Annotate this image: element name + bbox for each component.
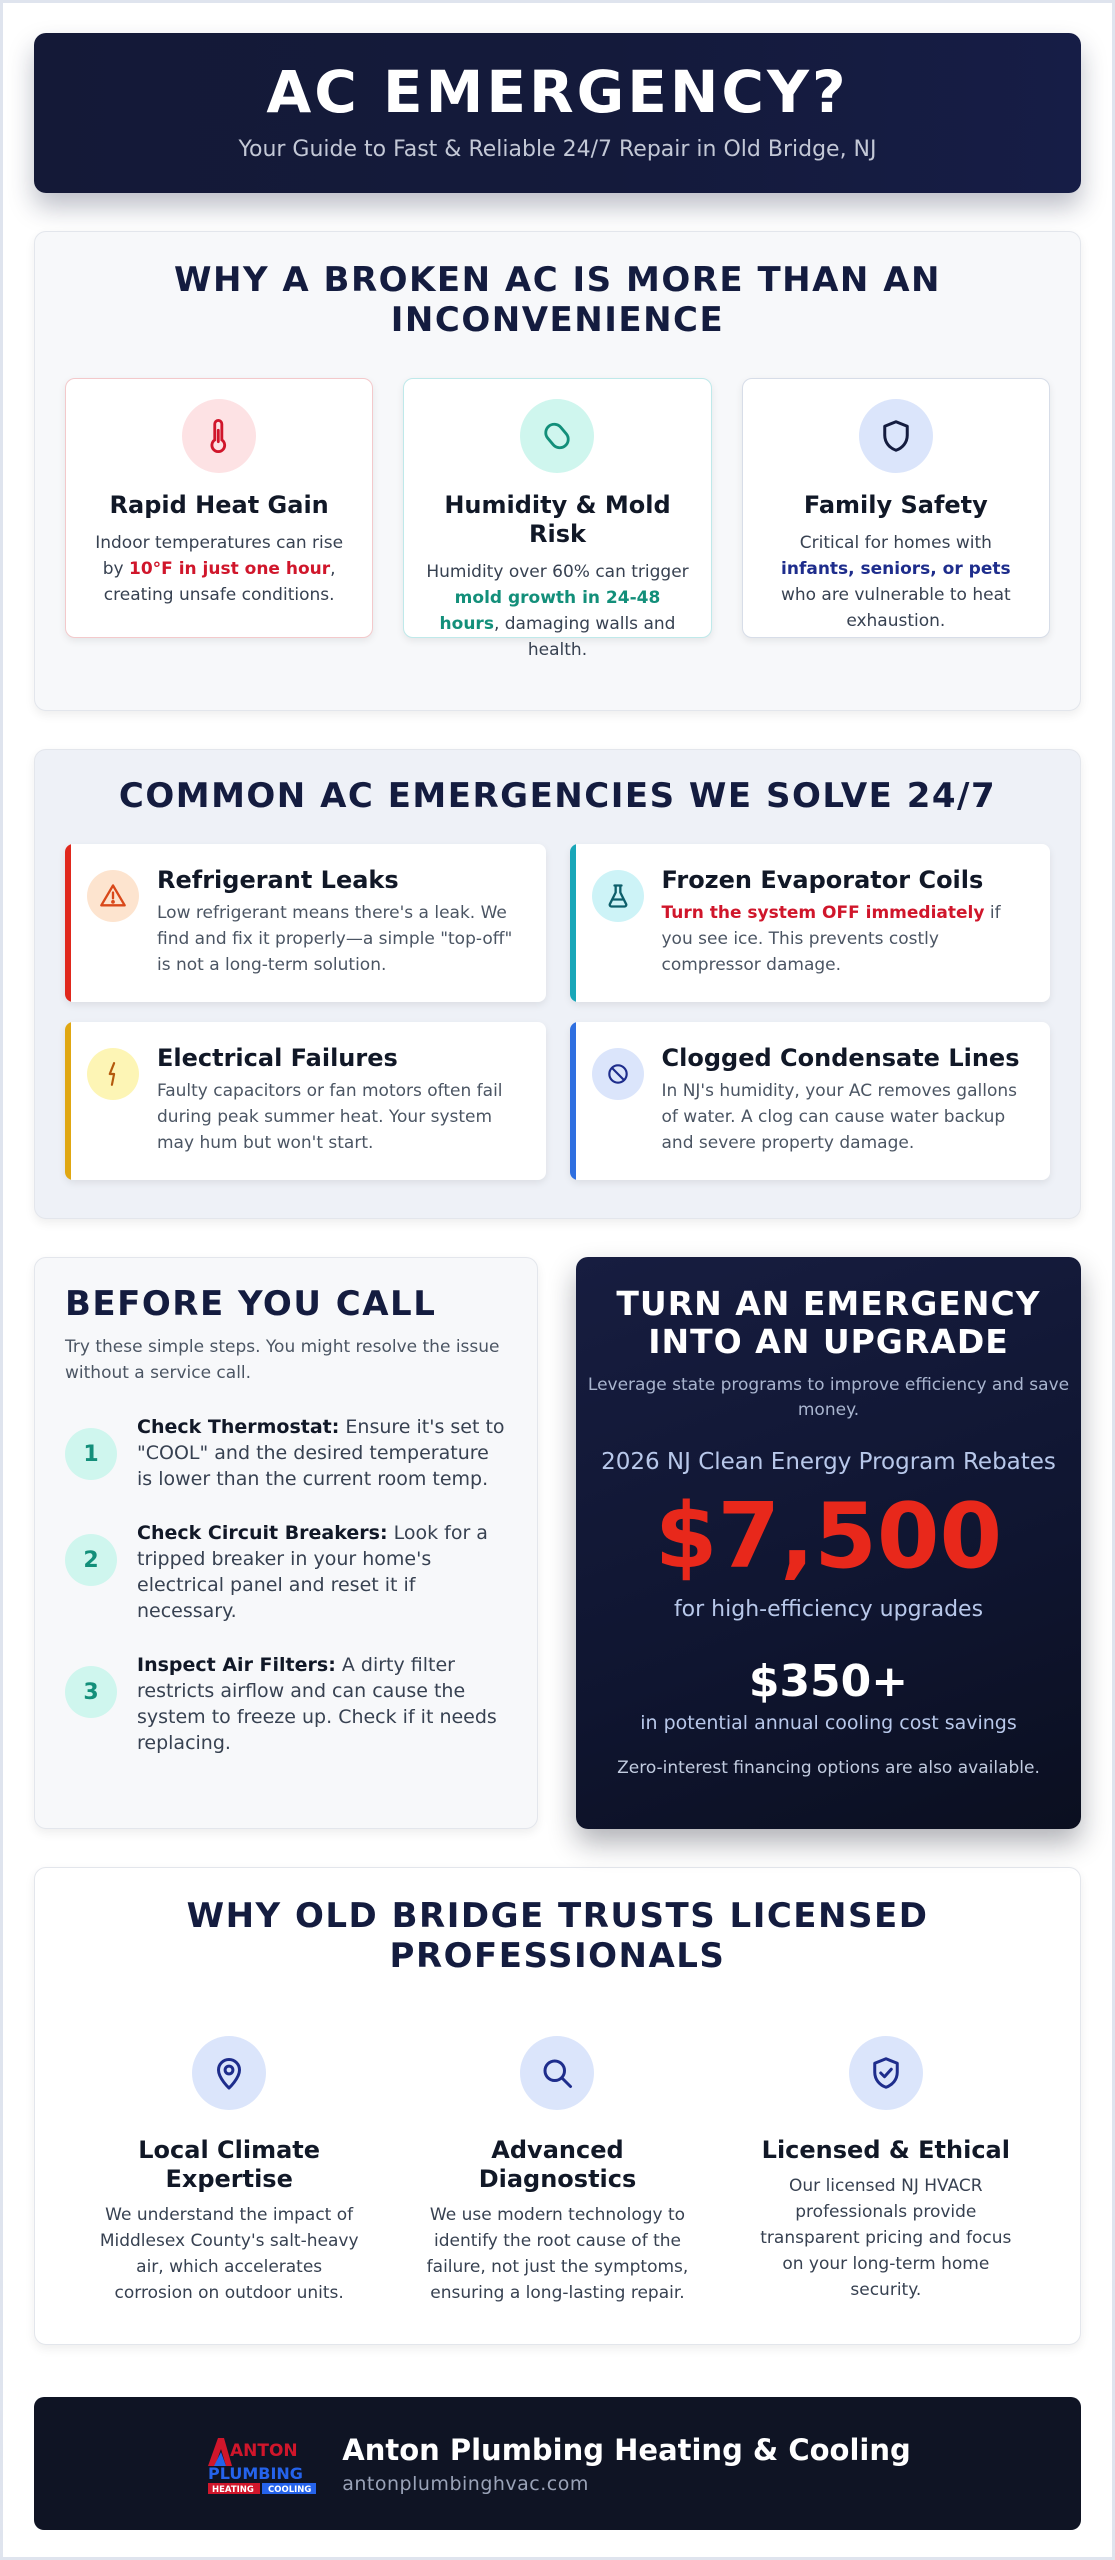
blocked-icon [592,1048,644,1100]
trust-item-diagnostics [393,2036,721,2306]
step-number: 3 [65,1666,117,1718]
hero-banner [34,33,1081,193]
why-card-title: Rapid Heat Gain [109,491,329,519]
company-url[interactable]: antonplumbinghvac.com [342,2472,589,2495]
trust-title: WHY OLD BRIDGE TRUSTS LICENSED PROFESSIONALS [186,1896,929,1976]
emergency-title: Refrigerant Leaks [157,866,399,894]
before-you-call-section [34,1257,538,1829]
before-subtitle: Try these simple steps. You might resolve the issue without a service call. [65,1337,500,1383]
step-item [65,1520,507,1624]
financing-note: Zero-interest financing options are also available. [617,1758,1040,1778]
company-logo [204,2432,320,2496]
trust-item-title: Advanced Diagnostics [478,2136,637,2193]
lightning-icon [87,1048,139,1100]
emergency-card-electrical [65,1022,546,1180]
why-card-text: Indoor temperatures can rise by 10°F in just one hour, creating unsafe conditions. [95,533,344,605]
hero-subtitle: Your Guide to Fast & Reliable 24/7 Repair in Old Bridge, NJ [238,137,877,162]
thermometer-icon [182,399,256,473]
emergency-text: In NJ's humidity, your AC removes gallons of water. A clog can cause water backup and severe property damage. [661,1081,1017,1153]
emergency-text: Faulty capacitors or fan motors often fail during peak summer heat. Your system may hum but won't start. [157,1081,503,1153]
why-card-title: Humidity & Mold Risk [444,491,671,548]
savings-note: in potential annual cooling cost savings [640,1712,1017,1734]
why-card-text: Humidity over 60% can trigger mold growth in 24-48 hours, damaging walls and health. [426,562,689,660]
why-section [34,231,1081,711]
shield-check-icon [849,2036,923,2110]
droplet-icon [520,399,594,473]
step-item [65,1414,507,1492]
company-name: Anton Plumbing Heating & Cooling [342,2432,911,2467]
step-text: Check Thermostat: Ensure it's set to "COOL" and the desired temperature is lower than the current room temp. [137,1416,505,1490]
why-card-title: Family Safety [803,491,988,519]
rebate-program: 2026 NJ Clean Energy Program Rebates [601,1449,1056,1475]
trust-item-title: Local Climate Expertise [138,2136,321,2193]
step-text: Check Circuit Breakers: Look for a tripped breaker in your home's electrical panel and reset it if necessary. [137,1522,488,1622]
svg-text:COOLING: COOLING [268,2484,312,2495]
emergency-text: Low refrigerant means there's a leak. We find and fix it properly—a simple "top-off" is not a long-term solution. [157,903,513,975]
why-card-safety [742,378,1050,638]
trust-item-licensed [722,2036,1050,2306]
trust-item-text: We understand the impact of Middlesex County's salt-heavy air, which accelerates corrosion on outdoor units. [99,2205,359,2303]
emergency-title: Frozen Evaporator Coils [661,866,984,894]
before-title: BEFORE YOU CALL [65,1284,437,1324]
upgrade-title: TURN AN EMERGENCY INTO AN UPGRADE [616,1284,1041,1361]
emergency-text: Turn the system OFF immediately if you see ice. This prevents costly compressor damage. [661,903,1001,975]
trust-item-text: We use modern technology to identify the root cause of the failure, not just the symptoms, ensuring a long-lasting repair. [426,2205,689,2303]
why-card-humidity [403,378,711,660]
warning-icon [87,870,139,922]
emergency-card-condensate [570,1022,1051,1180]
trust-item-local [65,2036,393,2306]
why-title: WHY A BROKEN AC IS MORE THAN AN INCONVENIENCE [173,260,941,340]
step-item [65,1652,507,1756]
upgrade-panel [576,1257,1081,1829]
why-card-text: Critical for homes with infants, seniors, or pets who are vulnerable to heat exhaustion. [780,533,1011,631]
rebate-note: for high-efficiency upgrades [673,1597,984,1622]
emergencies-title: COMMON AC EMERGENCIES WE SOLVE 24/7 [118,776,997,816]
savings-amount: $350+ [748,1656,909,1707]
hero-title: AC EMERGENCY? [266,58,849,126]
svg-text:PLUMBING: PLUMBING [208,2463,304,2483]
upgrade-subtitle: Leverage state programs to improve efficiency and save money. [587,1375,1070,1420]
rebate-amount: $7,500 [654,1484,1003,1589]
emergency-card-frozen-coils [570,844,1051,1002]
emergency-card-refrigerant [65,844,546,1002]
trust-section [34,1867,1081,2345]
location-pin-icon [192,2036,266,2110]
shield-icon [859,399,933,473]
magnifier-icon [520,2036,594,2110]
step-number: 1 [65,1428,117,1480]
svg-text:ANTON: ANTON [230,2440,298,2461]
svg-text:HEATING: HEATING [212,2484,255,2495]
emergency-title: Clogged Condensate Lines [661,1044,1020,1072]
step-text: Inspect Air Filters: A dirty filter restricts airflow and can cause the system to freeze up. Check if it needs replacing. [137,1654,497,1754]
why-card-heat [65,378,373,638]
flask-icon [592,870,644,922]
trust-item-text: Our licensed NJ HVACR professionals provide transparent pricing and focus on your long-term home security. [760,2176,1012,2300]
emergency-title: Electrical Failures [157,1044,398,1072]
trust-item-title: Licensed & Ethical [761,2136,1010,2164]
footer [34,2397,1081,2530]
step-number: 2 [65,1534,117,1586]
emergencies-section [34,749,1081,1219]
